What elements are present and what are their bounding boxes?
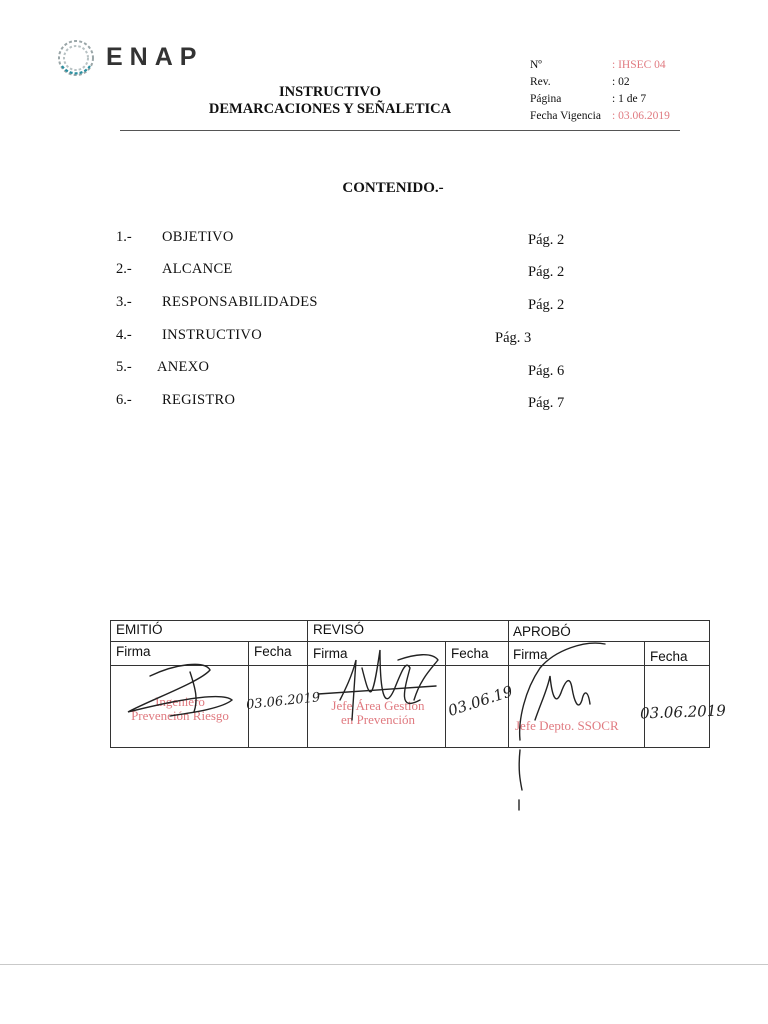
table-divider (307, 621, 308, 747)
toc-label: INSTRUCTIVO (162, 327, 262, 343)
contents-heading: CONTENIDO.- (342, 180, 444, 196)
document-title (200, 84, 460, 118)
stamp-reviso (311, 699, 445, 727)
signature-aprobo (519, 750, 522, 790)
meta-label: Nº (530, 59, 542, 71)
toc-page: Pág. 3 (495, 330, 532, 346)
section-reviso: REVISÓ (313, 622, 365, 637)
logo-text: ENAP (106, 43, 204, 71)
toc-page: Pág. 2 (528, 232, 565, 248)
fecha-label: Fecha (650, 649, 688, 664)
date-reviso: 03.06.19 (445, 682, 515, 720)
enap-logo (54, 36, 214, 76)
fecha-label: Fecha (254, 644, 292, 659)
firma-label: Firma (116, 644, 151, 659)
meta-value: : 1 de 7 (612, 93, 647, 105)
toc-item (116, 294, 596, 314)
toc-label: REGISTRO (162, 392, 236, 408)
stamp-line: Jefe Área Gestión (331, 698, 425, 713)
page-edge-line (0, 964, 768, 965)
toc-label: RESPONSABILIDADES (162, 294, 318, 310)
toc-label: OBJETIVO (162, 229, 234, 245)
title-line-1: INSTRUCTIVO (278, 84, 382, 100)
meta-value: : IHSEC 04 (612, 59, 666, 71)
toc-item (116, 261, 596, 281)
header-divider (120, 130, 680, 131)
enap-logo-mark-icon (54, 36, 98, 80)
table-divider (111, 665, 709, 666)
stamp-line: en Prevención (340, 712, 415, 727)
stamp-emitio (113, 695, 247, 723)
stamp-line: Ingeniero (155, 694, 205, 709)
stamp-line: Prevención Riesgo (131, 708, 229, 723)
title-line-2: DEMARCACIONES Y SEÑALETICA (208, 101, 452, 117)
date-emitio: 03.06.2019 (245, 690, 322, 713)
toc-item (116, 392, 596, 412)
toc-number: 4.- (116, 327, 132, 343)
meta-label: Rev. (530, 76, 551, 88)
toc-number: 5.- (116, 359, 132, 375)
section-emitio: EMITIÓ (116, 622, 163, 637)
firma-label: Firma (313, 646, 348, 661)
toc-page: Pág. 2 (528, 264, 565, 280)
date-aprobo: 03.06.2019 (639, 701, 727, 723)
toc-item (116, 359, 596, 379)
toc-page: Pág. 7 (528, 395, 565, 411)
toc-item (116, 229, 596, 249)
stamp-aprobo: Jefe Depto. SSOCR (515, 718, 619, 733)
toc-page: Pág. 2 (528, 297, 565, 313)
meta-value: : 02 (612, 76, 630, 88)
toc-label: ALCANCE (162, 261, 233, 277)
table-divider (111, 641, 709, 642)
toc-number: 6.- (116, 392, 132, 408)
toc-page: Pág. 6 (528, 363, 565, 379)
fecha-label: Fecha (451, 646, 489, 661)
table-divider (248, 641, 249, 747)
toc-number: 1.- (116, 229, 132, 245)
toc-item (116, 327, 596, 347)
meta-value: : 03.06.2019 (612, 110, 670, 122)
meta-label: Fecha Vigencia (530, 110, 601, 122)
toc-number: 3.- (116, 294, 132, 310)
table-divider (445, 641, 446, 747)
toc-number: 2.- (116, 261, 132, 277)
signature-table (110, 620, 710, 748)
meta-label: Página (530, 93, 562, 105)
firma-label: Firma (513, 647, 548, 662)
section-aprobo: APROBÓ (513, 624, 571, 639)
toc-label: ANEXO (157, 359, 210, 375)
